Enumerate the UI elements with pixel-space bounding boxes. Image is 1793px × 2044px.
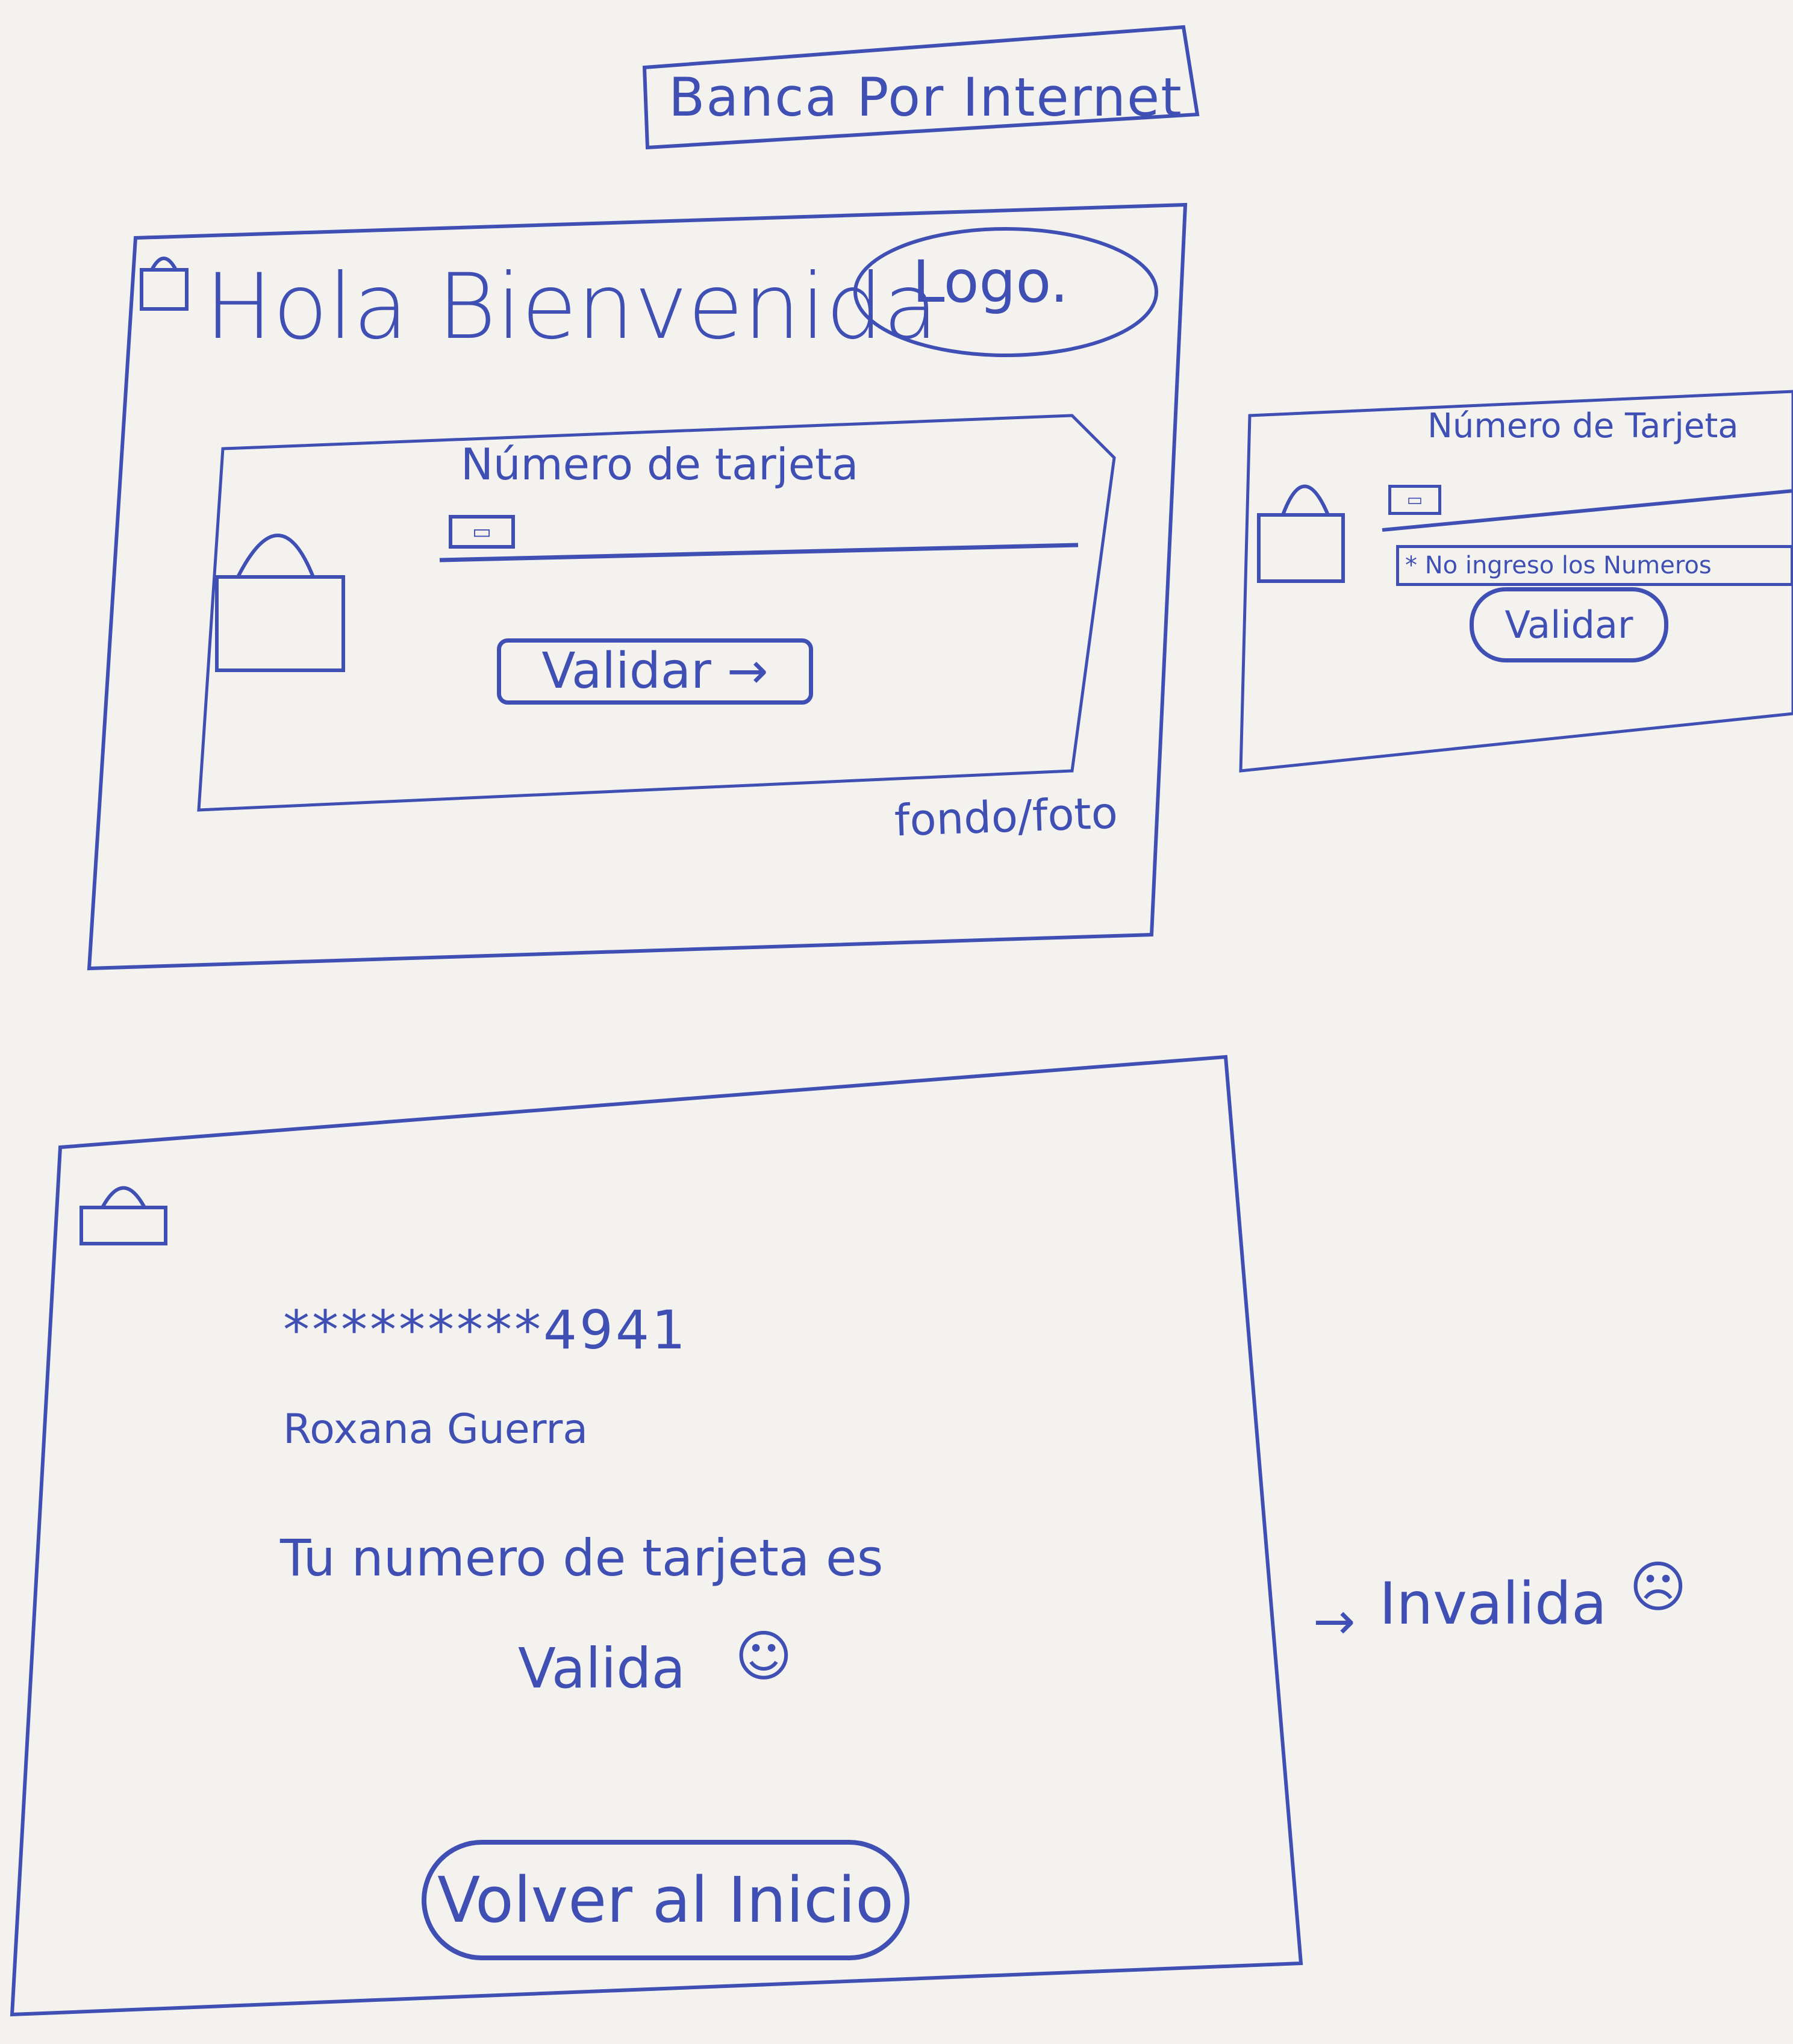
cardholder-name: Roxana Guerra bbox=[283, 1406, 588, 1453]
error-message: * No ingreso los Numeros bbox=[1396, 545, 1793, 586]
validate-button-2[interactable]: Validar bbox=[1470, 587, 1668, 662]
invalid-status: Invalida bbox=[1379, 1570, 1607, 1637]
masked-card-number: *********4941 bbox=[283, 1299, 688, 1361]
happy-face-icon: ☺ bbox=[735, 1624, 793, 1689]
lock-shackle-3 bbox=[102, 1188, 145, 1208]
validate-button[interactable]: Validar → bbox=[497, 638, 813, 705]
card-input-underline bbox=[440, 545, 1078, 560]
valid-status: Valida bbox=[518, 1636, 686, 1701]
logo-placeholder: Logo. bbox=[912, 248, 1069, 316]
card-input-underline-2 bbox=[1382, 491, 1793, 530]
app-title: Banca Por Internet bbox=[669, 66, 1183, 128]
arrow-icon: → bbox=[1313, 1592, 1356, 1651]
card-icon: ▭ bbox=[449, 515, 515, 549]
big-lock-body bbox=[217, 577, 343, 670]
lock-shackle-2 bbox=[1283, 487, 1328, 516]
big-lock-shackle bbox=[238, 535, 313, 577]
validation-message: Tu numero de tarjeta es bbox=[280, 1528, 884, 1588]
card-number-label: Número de tarjeta bbox=[461, 439, 859, 490]
lock-body-3 bbox=[81, 1207, 166, 1244]
sad-face-icon: ☹ bbox=[1629, 1555, 1687, 1619]
lock-body-2 bbox=[1259, 515, 1343, 581]
greeting-heading: Hola Bienvenida bbox=[205, 255, 939, 360]
card-number-label-2: Número de Tarjeta bbox=[1427, 407, 1739, 446]
card-icon-2: ▭ bbox=[1388, 485, 1441, 515]
small-lock-body bbox=[142, 270, 187, 309]
background-photo-label: fondo/foto bbox=[893, 787, 1119, 846]
back-to-start-button[interactable]: Volver al Inicio bbox=[422, 1840, 909, 1960]
